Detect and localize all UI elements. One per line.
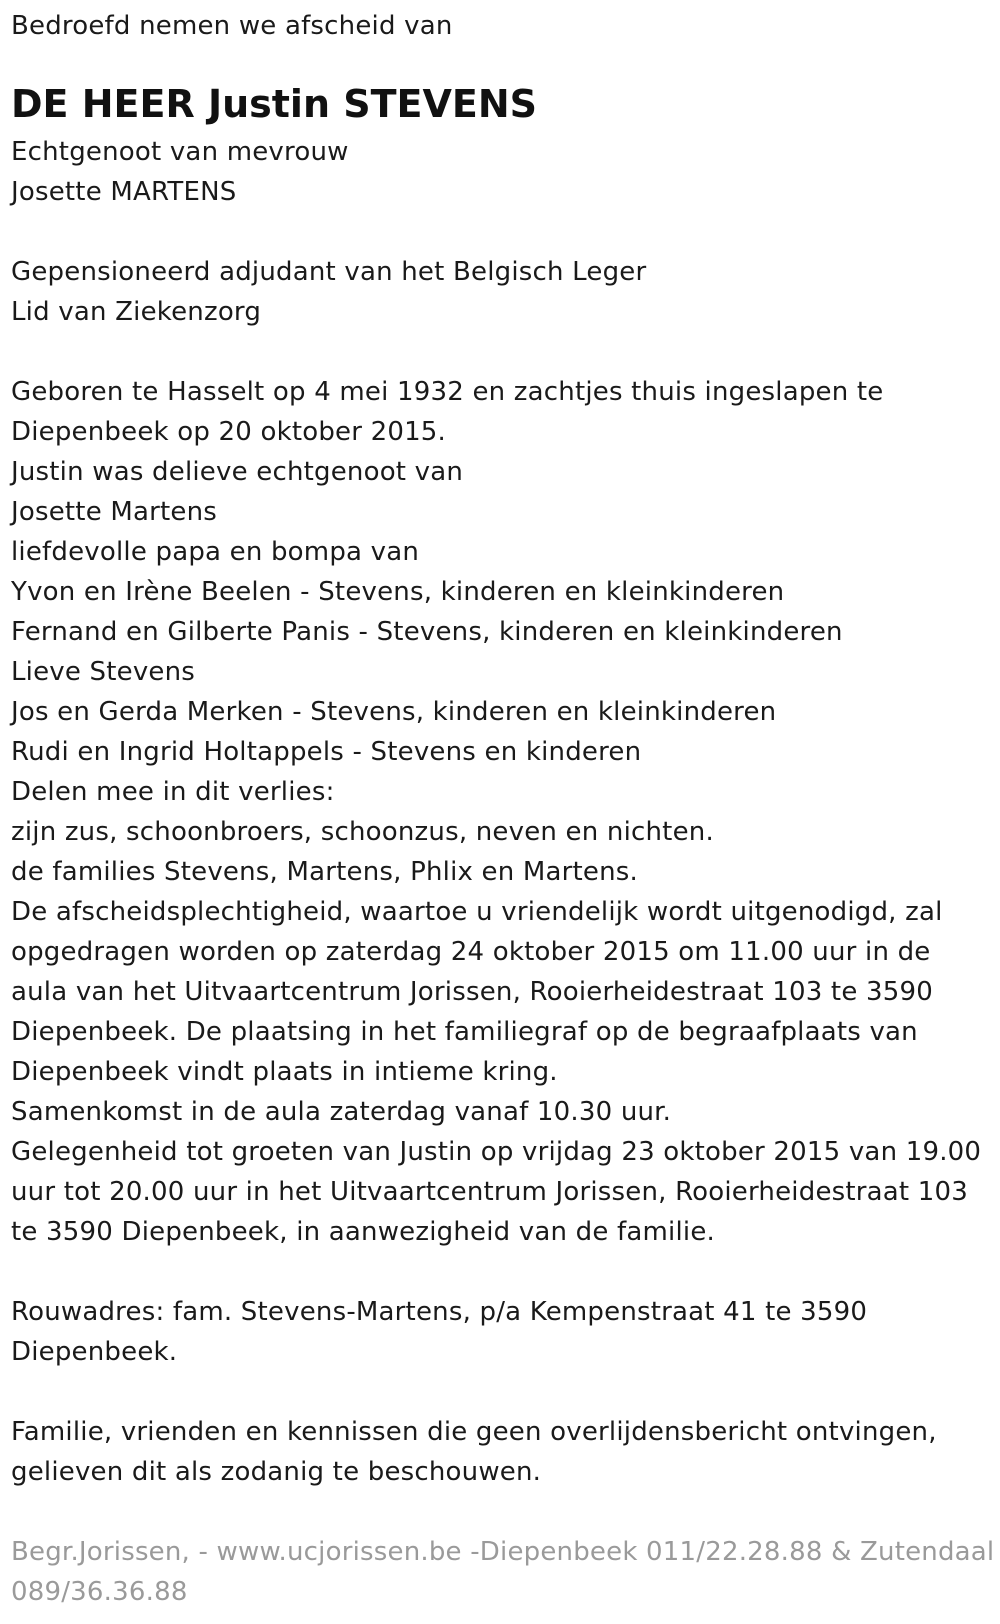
note-block [11, 1412, 996, 1492]
title-line: Gepensioneerd adjudant van het Belgisch Leger [11, 257, 647, 287]
body-line: aula van het Uitvaartcentrum Jorissen, Rooierheidestraat 103 te 3590 [11, 977, 933, 1007]
funeral-home-footer [11, 1532, 996, 1612]
spouse-block [11, 132, 996, 212]
spacer [11, 1492, 996, 1532]
body-line: Samenkomst in de aula zaterdag vanaf 10.30 uur. [11, 1097, 672, 1127]
body-line: te 3590 Diepenbeek, in aanwezigheid van de familie. [11, 1217, 715, 1247]
body-line: Lieve Stevens [11, 657, 196, 687]
body-line: Geboren te Hasselt op 4 mei 1932 en zachtjes thuis ingeslapen te [11, 377, 884, 407]
spouse-line: Echtgenoot van mevrouw [11, 137, 349, 167]
body-line: De afscheidsplechtigheid, waartoe u vriendelijk wordt uitgenodigd, zal [11, 897, 943, 927]
body-line: opgedragen worden op zaterdag 24 oktober 2015 om 11.00 uur in de [11, 937, 931, 967]
body-line: Gelegenheid tot groeten van Justin op vrijdag 23 oktober 2015 van 19.00 [11, 1137, 982, 1167]
body-line: liefdevolle papa en bompa van [11, 537, 420, 567]
body-line: Rudi en Ingrid Holtappels - Stevens en kinderen [11, 737, 642, 767]
body-line: Josette Martens [11, 497, 218, 527]
body-line: Diepenbeek op 20 oktober 2015. [11, 417, 447, 447]
note-line: gelieven dit als zodanig te beschouwen. [11, 1457, 542, 1487]
address-line: Diepenbeek. [11, 1337, 178, 1367]
footer-line: 089/36.36.88 [11, 1577, 188, 1607]
body-line: Diepenbeek. De plaatsing in het familiegraf op de begraafplaats van [11, 1017, 918, 1047]
deceased-name: DE HEER Justin STEVENS [11, 82, 538, 126]
body-line: zijn zus, schoonbroers, schoonzus, neven en nichten. [11, 817, 714, 847]
body-line: uur tot 20.00 uur in het Uitvaartcentrum Jorissen, Rooierheidestraat 103 [11, 1177, 969, 1207]
body-line: Yvon en Irène Beelen - Stevens, kinderen en kleinkinderen [11, 577, 785, 607]
body-line: Jos en Gerda Merken - Stevens, kinderen en kleinkinderen [11, 697, 777, 727]
body-line: Justin was delieve echtgenoot van [11, 457, 464, 487]
spacer [11, 332, 996, 372]
address-block [11, 1292, 996, 1372]
body-line: de families Stevens, Martens, Phlix en Martens. [11, 857, 639, 887]
body-block [11, 372, 996, 1252]
spacer [11, 1372, 996, 1412]
footer-line: Begr.Jorissen, - www.ucjorissen.be -Diepenbeek 011/22.28.88 & Zutendaal [11, 1537, 995, 1567]
body-line: Diepenbeek vindt plaats in intieme kring. [11, 1057, 558, 1087]
titles-block [11, 252, 996, 332]
obituary-notice [11, 0, 996, 1612]
intro-text: Bedroefd nemen we afscheid van [11, 11, 453, 41]
spacer [11, 212, 996, 252]
note-line: Familie, vrienden en kennissen die geen overlijdensbericht ontvingen, [11, 1417, 937, 1447]
address-line: Rouwadres: fam. Stevens-Martens, p/a Kempenstraat 41 te 3590 [11, 1297, 868, 1327]
spouse-line: Josette MARTENS [11, 177, 237, 207]
body-line: Fernand en Gilberte Panis - Stevens, kinderen en kleinkinderen [11, 617, 843, 647]
body-line: Delen mee in dit verlies: [11, 777, 335, 807]
spacer [11, 1252, 996, 1292]
title-line: Lid van Ziekenzorg [11, 297, 262, 327]
